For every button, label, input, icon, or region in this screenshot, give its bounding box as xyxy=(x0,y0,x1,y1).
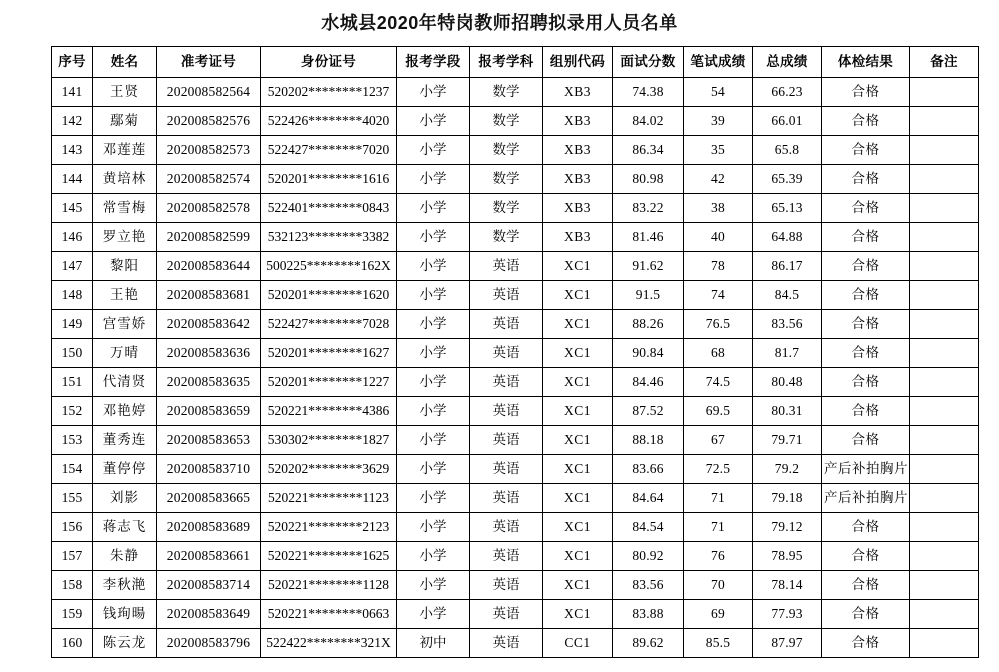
cell-subject: 英语 xyxy=(470,396,543,425)
cell-exam-no: 202008583681 xyxy=(157,280,261,309)
cell-written: 76 xyxy=(684,541,753,570)
cell-total: 79.18 xyxy=(753,483,822,512)
page-title: 水城县2020年特岗教师招聘拟录用人员名单 xyxy=(321,13,678,33)
cell-group: XB3 xyxy=(543,77,613,106)
table-row xyxy=(52,425,979,454)
cell-interview: 87.52 xyxy=(613,396,684,425)
cell-seq: 147 xyxy=(52,251,93,280)
cell-total: 80.31 xyxy=(753,396,822,425)
cell-name: 朱静 xyxy=(93,541,157,570)
cell-subject: 数学 xyxy=(470,77,543,106)
cell-written: 74 xyxy=(684,280,753,309)
cell-total: 64.88 xyxy=(753,222,822,251)
cell-health: 合格 xyxy=(822,193,910,222)
table-row xyxy=(52,164,979,193)
cell-remark xyxy=(910,512,979,541)
cell-written: 78 xyxy=(684,251,753,280)
cell-group: XC1 xyxy=(543,367,613,396)
cell-written: 38 xyxy=(684,193,753,222)
cell-remark xyxy=(910,338,979,367)
cell-remark xyxy=(910,541,979,570)
column-header-exam-no: 准考证号 xyxy=(157,46,261,77)
cell-seq: 143 xyxy=(52,135,93,164)
cell-id-no: 500225********162X xyxy=(261,251,397,280)
column-header-subject: 报考学科 xyxy=(470,46,543,77)
cell-health: 合格 xyxy=(822,512,910,541)
cell-id-no: 532123********3382 xyxy=(261,222,397,251)
cell-subject: 英语 xyxy=(470,628,543,657)
cell-subject: 数学 xyxy=(470,135,543,164)
cell-total: 78.95 xyxy=(753,541,822,570)
cell-exam-no: 202008583659 xyxy=(157,396,261,425)
cell-id-no: 520201********1627 xyxy=(261,338,397,367)
cell-exam-no: 202008582574 xyxy=(157,164,261,193)
column-header-stage: 报考学段 xyxy=(397,46,470,77)
cell-group: XC1 xyxy=(543,541,613,570)
cell-total: 65.8 xyxy=(753,135,822,164)
cell-written: 54 xyxy=(684,77,753,106)
cell-written: 71 xyxy=(684,483,753,512)
table-row xyxy=(52,367,979,396)
table-row xyxy=(52,628,979,657)
cell-total: 65.39 xyxy=(753,164,822,193)
cell-name: 代清贤 xyxy=(93,367,157,396)
cell-health: 合格 xyxy=(822,367,910,396)
table-row xyxy=(52,135,979,164)
cell-group: XC1 xyxy=(543,425,613,454)
cell-total: 66.01 xyxy=(753,106,822,135)
cell-subject: 英语 xyxy=(470,570,543,599)
table-row xyxy=(52,251,979,280)
cell-group: XC1 xyxy=(543,280,613,309)
cell-name: 宫雪娇 xyxy=(93,309,157,338)
cell-interview: 89.62 xyxy=(613,628,684,657)
cell-id-no: 520221********0663 xyxy=(261,599,397,628)
cell-seq: 145 xyxy=(52,193,93,222)
cell-stage: 小学 xyxy=(397,222,470,251)
cell-written: 70 xyxy=(684,570,753,599)
cell-health: 合格 xyxy=(822,570,910,599)
table-row xyxy=(52,570,979,599)
cell-id-no: 522427********7028 xyxy=(261,309,397,338)
cell-stage: 小学 xyxy=(397,599,470,628)
table-row xyxy=(52,483,979,512)
cell-subject: 英语 xyxy=(470,251,543,280)
cell-health: 合格 xyxy=(822,164,910,193)
cell-stage: 小学 xyxy=(397,483,470,512)
cell-stage: 小学 xyxy=(397,164,470,193)
column-header-interview: 面试分数 xyxy=(613,46,684,77)
cell-remark xyxy=(910,454,979,483)
cell-id-no: 520202********3629 xyxy=(261,454,397,483)
cell-health: 合格 xyxy=(822,338,910,367)
cell-total: 83.56 xyxy=(753,309,822,338)
cell-name: 邓艳婷 xyxy=(93,396,157,425)
cell-name: 李秋滟 xyxy=(93,570,157,599)
table-header-row xyxy=(52,46,979,77)
cell-written: 85.5 xyxy=(684,628,753,657)
cell-group: XC1 xyxy=(543,512,613,541)
cell-name: 钱珣暘 xyxy=(93,599,157,628)
cell-health: 合格 xyxy=(822,425,910,454)
cell-id-no: 522422********321X xyxy=(261,628,397,657)
cell-subject: 英语 xyxy=(470,454,543,483)
cell-exam-no: 202008583714 xyxy=(157,570,261,599)
cell-subject: 数学 xyxy=(470,193,543,222)
cell-interview: 84.02 xyxy=(613,106,684,135)
cell-total: 84.5 xyxy=(753,280,822,309)
cell-health: 合格 xyxy=(822,251,910,280)
cell-remark xyxy=(910,309,979,338)
cell-remark xyxy=(910,135,979,164)
cell-exam-no: 202008583653 xyxy=(157,425,261,454)
cell-subject: 数学 xyxy=(470,106,543,135)
cell-seq: 142 xyxy=(52,106,93,135)
cell-interview: 83.22 xyxy=(613,193,684,222)
table-row xyxy=(52,599,979,628)
cell-remark xyxy=(910,280,979,309)
cell-stage: 小学 xyxy=(397,251,470,280)
cell-total: 86.17 xyxy=(753,251,822,280)
cell-seq: 146 xyxy=(52,222,93,251)
cell-name: 万晴 xyxy=(93,338,157,367)
cell-written: 42 xyxy=(684,164,753,193)
cell-remark xyxy=(910,483,979,512)
cell-total: 78.14 xyxy=(753,570,822,599)
cell-group: XB3 xyxy=(543,222,613,251)
cell-health: 合格 xyxy=(822,106,910,135)
table-row xyxy=(52,106,979,135)
cell-name: 刘影 xyxy=(93,483,157,512)
cell-seq: 149 xyxy=(52,309,93,338)
cell-name: 王贤 xyxy=(93,77,157,106)
cell-written: 72.5 xyxy=(684,454,753,483)
cell-remark xyxy=(910,425,979,454)
cell-id-no: 520221********4386 xyxy=(261,396,397,425)
cell-exam-no: 202008582599 xyxy=(157,222,261,251)
cell-interview: 83.56 xyxy=(613,570,684,599)
cell-interview: 74.38 xyxy=(613,77,684,106)
cell-exam-no: 202008583635 xyxy=(157,367,261,396)
cell-stage: 小学 xyxy=(397,77,470,106)
table-row xyxy=(52,77,979,106)
cell-health: 合格 xyxy=(822,280,910,309)
cell-seq: 152 xyxy=(52,396,93,425)
column-header-id-no: 身份证号 xyxy=(261,46,397,77)
cell-group: XC1 xyxy=(543,570,613,599)
cell-id-no: 522426********4020 xyxy=(261,106,397,135)
cell-id-no: 520202********1237 xyxy=(261,77,397,106)
cell-total: 66.23 xyxy=(753,77,822,106)
cell-health: 合格 xyxy=(822,77,910,106)
cell-seq: 151 xyxy=(52,367,93,396)
cell-name: 蒋志飞 xyxy=(93,512,157,541)
cell-interview: 80.98 xyxy=(613,164,684,193)
cell-id-no: 522401********0843 xyxy=(261,193,397,222)
table-row xyxy=(52,541,979,570)
cell-interview: 81.46 xyxy=(613,222,684,251)
cell-exam-no: 202008582576 xyxy=(157,106,261,135)
column-header-total: 总成绩 xyxy=(753,46,822,77)
cell-subject: 英语 xyxy=(470,309,543,338)
cell-seq: 157 xyxy=(52,541,93,570)
cell-interview: 83.66 xyxy=(613,454,684,483)
cell-exam-no: 202008582573 xyxy=(157,135,261,164)
cell-written: 35 xyxy=(684,135,753,164)
cell-exam-no: 202008583636 xyxy=(157,338,261,367)
cell-name: 黄培林 xyxy=(93,164,157,193)
cell-stage: 小学 xyxy=(397,309,470,338)
cell-name: 黎阳 xyxy=(93,251,157,280)
cell-remark xyxy=(910,628,979,657)
cell-name: 董秀连 xyxy=(93,425,157,454)
table-row xyxy=(52,193,979,222)
cell-group: XC1 xyxy=(543,396,613,425)
cell-id-no: 520221********2123 xyxy=(261,512,397,541)
roster-table xyxy=(51,46,979,658)
cell-interview: 91.62 xyxy=(613,251,684,280)
cell-exam-no: 202008583710 xyxy=(157,454,261,483)
cell-written: 74.5 xyxy=(684,367,753,396)
cell-exam-no: 202008583665 xyxy=(157,483,261,512)
cell-group: CC1 xyxy=(543,628,613,657)
cell-total: 65.13 xyxy=(753,193,822,222)
cell-exam-no: 202008583649 xyxy=(157,599,261,628)
cell-health: 合格 xyxy=(822,222,910,251)
cell-total: 77.93 xyxy=(753,599,822,628)
cell-written: 76.5 xyxy=(684,309,753,338)
cell-id-no: 522427********7020 xyxy=(261,135,397,164)
cell-exam-no: 202008583796 xyxy=(157,628,261,657)
table-row xyxy=(52,396,979,425)
cell-remark xyxy=(910,599,979,628)
cell-seq: 141 xyxy=(52,77,93,106)
cell-id-no: 520221********1128 xyxy=(261,570,397,599)
cell-name: 鄢菊 xyxy=(93,106,157,135)
cell-stage: 初中 xyxy=(397,628,470,657)
cell-id-no: 520221********1123 xyxy=(261,483,397,512)
cell-stage: 小学 xyxy=(397,396,470,425)
cell-exam-no: 202008582564 xyxy=(157,77,261,106)
cell-name: 王艳 xyxy=(93,280,157,309)
cell-group: XC1 xyxy=(543,483,613,512)
cell-total: 79.71 xyxy=(753,425,822,454)
cell-stage: 小学 xyxy=(397,106,470,135)
cell-seq: 155 xyxy=(52,483,93,512)
table-row xyxy=(52,338,979,367)
cell-seq: 153 xyxy=(52,425,93,454)
cell-interview: 88.26 xyxy=(613,309,684,338)
cell-subject: 英语 xyxy=(470,425,543,454)
cell-seq: 150 xyxy=(52,338,93,367)
column-header-health: 体检结果 xyxy=(822,46,910,77)
cell-seq: 159 xyxy=(52,599,93,628)
cell-stage: 小学 xyxy=(397,512,470,541)
cell-remark xyxy=(910,396,979,425)
cell-name: 罗立艳 xyxy=(93,222,157,251)
cell-seq: 154 xyxy=(52,454,93,483)
roster-table-container xyxy=(0,46,999,658)
cell-written: 67 xyxy=(684,425,753,454)
cell-remark xyxy=(910,222,979,251)
cell-group: XC1 xyxy=(543,338,613,367)
cell-health: 合格 xyxy=(822,135,910,164)
cell-id-no: 520221********1625 xyxy=(261,541,397,570)
cell-subject: 数学 xyxy=(470,164,543,193)
cell-written: 69 xyxy=(684,599,753,628)
cell-group: XC1 xyxy=(543,599,613,628)
column-header-name: 姓名 xyxy=(93,46,157,77)
cell-subject: 英语 xyxy=(470,599,543,628)
cell-group: XC1 xyxy=(543,309,613,338)
cell-stage: 小学 xyxy=(397,135,470,164)
table-row xyxy=(52,280,979,309)
cell-total: 79.2 xyxy=(753,454,822,483)
cell-interview: 86.34 xyxy=(613,135,684,164)
cell-health: 合格 xyxy=(822,628,910,657)
cell-health: 产后补拍胸片 xyxy=(822,483,910,512)
cell-subject: 英语 xyxy=(470,512,543,541)
cell-written: 40 xyxy=(684,222,753,251)
cell-subject: 英语 xyxy=(470,280,543,309)
cell-id-no: 520201********1227 xyxy=(261,367,397,396)
cell-id-no: 520201********1620 xyxy=(261,280,397,309)
cell-subject: 英语 xyxy=(470,541,543,570)
cell-group: XC1 xyxy=(543,251,613,280)
cell-stage: 小学 xyxy=(397,570,470,599)
table-header xyxy=(52,46,979,77)
cell-health: 产后补拍胸片 xyxy=(822,454,910,483)
cell-total: 81.7 xyxy=(753,338,822,367)
cell-seq: 148 xyxy=(52,280,93,309)
cell-name: 常雪梅 xyxy=(93,193,157,222)
cell-stage: 小学 xyxy=(397,338,470,367)
cell-interview: 88.18 xyxy=(613,425,684,454)
cell-stage: 小学 xyxy=(397,280,470,309)
table-row xyxy=(52,222,979,251)
cell-total: 87.97 xyxy=(753,628,822,657)
table-row xyxy=(52,512,979,541)
table-row xyxy=(52,309,979,338)
cell-group: XB3 xyxy=(543,164,613,193)
cell-remark xyxy=(910,193,979,222)
cell-group: XB3 xyxy=(543,193,613,222)
cell-group: XB3 xyxy=(543,106,613,135)
cell-seq: 158 xyxy=(52,570,93,599)
table-body xyxy=(52,77,979,657)
cell-total: 80.48 xyxy=(753,367,822,396)
cell-written: 69.5 xyxy=(684,396,753,425)
cell-interview: 84.46 xyxy=(613,367,684,396)
cell-id-no: 520201********1616 xyxy=(261,164,397,193)
cell-exam-no: 202008583642 xyxy=(157,309,261,338)
cell-health: 合格 xyxy=(822,309,910,338)
column-header-written: 笔试成绩 xyxy=(684,46,753,77)
cell-seq: 156 xyxy=(52,512,93,541)
cell-remark xyxy=(910,106,979,135)
cell-name: 邓莲莲 xyxy=(93,135,157,164)
cell-interview: 80.92 xyxy=(613,541,684,570)
cell-written: 68 xyxy=(684,338,753,367)
cell-health: 合格 xyxy=(822,541,910,570)
cell-subject: 数学 xyxy=(470,222,543,251)
cell-stage: 小学 xyxy=(397,541,470,570)
cell-stage: 小学 xyxy=(397,454,470,483)
cell-stage: 小学 xyxy=(397,193,470,222)
cell-interview: 83.88 xyxy=(613,599,684,628)
column-header-remark: 备注 xyxy=(910,46,979,77)
cell-health: 合格 xyxy=(822,396,910,425)
cell-subject: 英语 xyxy=(470,338,543,367)
cell-seq: 144 xyxy=(52,164,93,193)
column-header-seq: 序号 xyxy=(52,46,93,77)
cell-remark xyxy=(910,367,979,396)
cell-name: 董停停 xyxy=(93,454,157,483)
cell-subject: 英语 xyxy=(470,483,543,512)
cell-group: XB3 xyxy=(543,135,613,164)
cell-subject: 英语 xyxy=(470,367,543,396)
cell-total: 79.12 xyxy=(753,512,822,541)
cell-interview: 90.84 xyxy=(613,338,684,367)
cell-seq: 160 xyxy=(52,628,93,657)
cell-interview: 84.64 xyxy=(613,483,684,512)
cell-written: 71 xyxy=(684,512,753,541)
cell-written: 39 xyxy=(684,106,753,135)
cell-exam-no: 202008582578 xyxy=(157,193,261,222)
cell-group: XC1 xyxy=(543,454,613,483)
cell-remark xyxy=(910,570,979,599)
column-header-group: 组别代码 xyxy=(543,46,613,77)
cell-id-no: 530302********1827 xyxy=(261,425,397,454)
table-row xyxy=(52,454,979,483)
cell-exam-no: 202008583689 xyxy=(157,512,261,541)
cell-exam-no: 202008583644 xyxy=(157,251,261,280)
cell-remark xyxy=(910,77,979,106)
cell-remark xyxy=(910,251,979,280)
cell-exam-no: 202008583661 xyxy=(157,541,261,570)
cell-interview: 91.5 xyxy=(613,280,684,309)
cell-stage: 小学 xyxy=(397,367,470,396)
cell-remark xyxy=(910,164,979,193)
cell-name: 陈云龙 xyxy=(93,628,157,657)
cell-health: 合格 xyxy=(822,599,910,628)
cell-stage: 小学 xyxy=(397,425,470,454)
cell-interview: 84.54 xyxy=(613,512,684,541)
